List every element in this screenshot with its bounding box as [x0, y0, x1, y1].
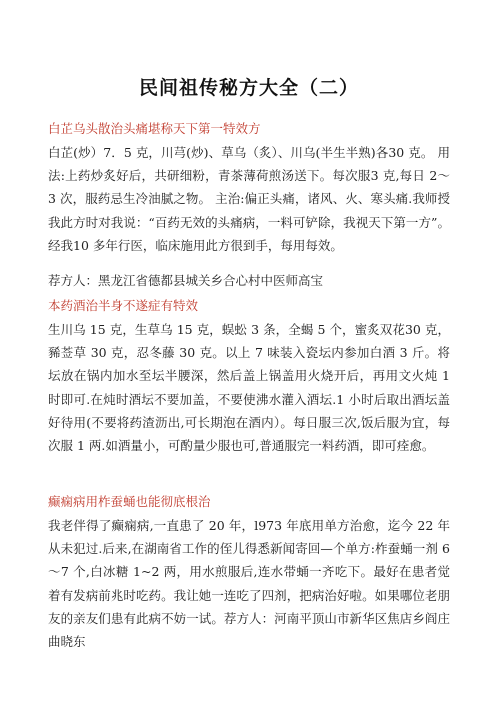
section-paragraph-headache-recommender: 荐方人：黑龙江省德都县城关乡合心村中医师高宝 — [48, 273, 324, 288]
section-paragraph-hemiplegia-formula: 生川乌 15 克，生草乌 15 克，蜈蚣 3 条，全蝎 5 个，蜜炙双花30 克，豨莶草 30 克，忍冬藤 30 克。以上 7 味装入瓷坛内参加白酒 3 斤。将坛放在锅内加水至坛半腰深，然后盖上锅盖用火烧开后，再用文火炖 1 时即可.在炖时酒坛不要加盖，不要使沸水灌入酒坛.1 小时后取出酒坛盖好待用(不要将药渣沥出,可长期泡在酒内）。每日服三次,饭后服为宜，每次服 1 两.如酒量小，可酌量少服也可,普通服完一料药酒，即可痊愈。 — [48, 322, 450, 454]
section-heading-epilepsy: 癫痫病用柞蚕蛹也能彻底根治 — [48, 494, 211, 509]
document-title: 民间祖传秘方大全（二） — [138, 77, 359, 99]
section-heading-headache: 白芷乌头散治头痛堪称天下第一特效方 — [48, 121, 261, 136]
section-paragraph-epilepsy-story: 我老伴得了癫痫病,一直患了 20 年，l973 年底用单方治愈，迄今 22 年从未犯过.后来,在湖南省工作的侄儿得悉新闻寄回—个单方:柞蚕蛹一剂 6～7 个,白冰糖 1~2 两，用水煎服后,连水带蛹一齐吃下。最好在患者觉着有发病前兆时吃药。我让她一连吃了四剂，把病治好啦。如果哪位老朋友的亲友们患有此病不妨一试。荐方人：河南平顶山市新华区焦店乡阎庄曲晓东 — [48, 518, 450, 650]
section-paragraph-headache-formula: 白芷(炒）7．5 克，川芎(炒)、草乌（炙）、川乌(半生半熟)各30 克。 用法:上药炒炙好后，共研细粉，青茶薄荷煎汤送下。每次服3 克,每日 2～3 次，服药忌生冷油腻之物。 主治:偏正头痛，诸风、火、寒头痛.我师授我此方时对我说：“百药无效的头痛病，一料可铲除，我视天下第一方”。经我10 多年行医，临床施用此方很到手，每用每效。 — [48, 145, 450, 253]
section-heading-hemiplegia: 本药酒治半身不遂症有特效 — [48, 298, 199, 313]
